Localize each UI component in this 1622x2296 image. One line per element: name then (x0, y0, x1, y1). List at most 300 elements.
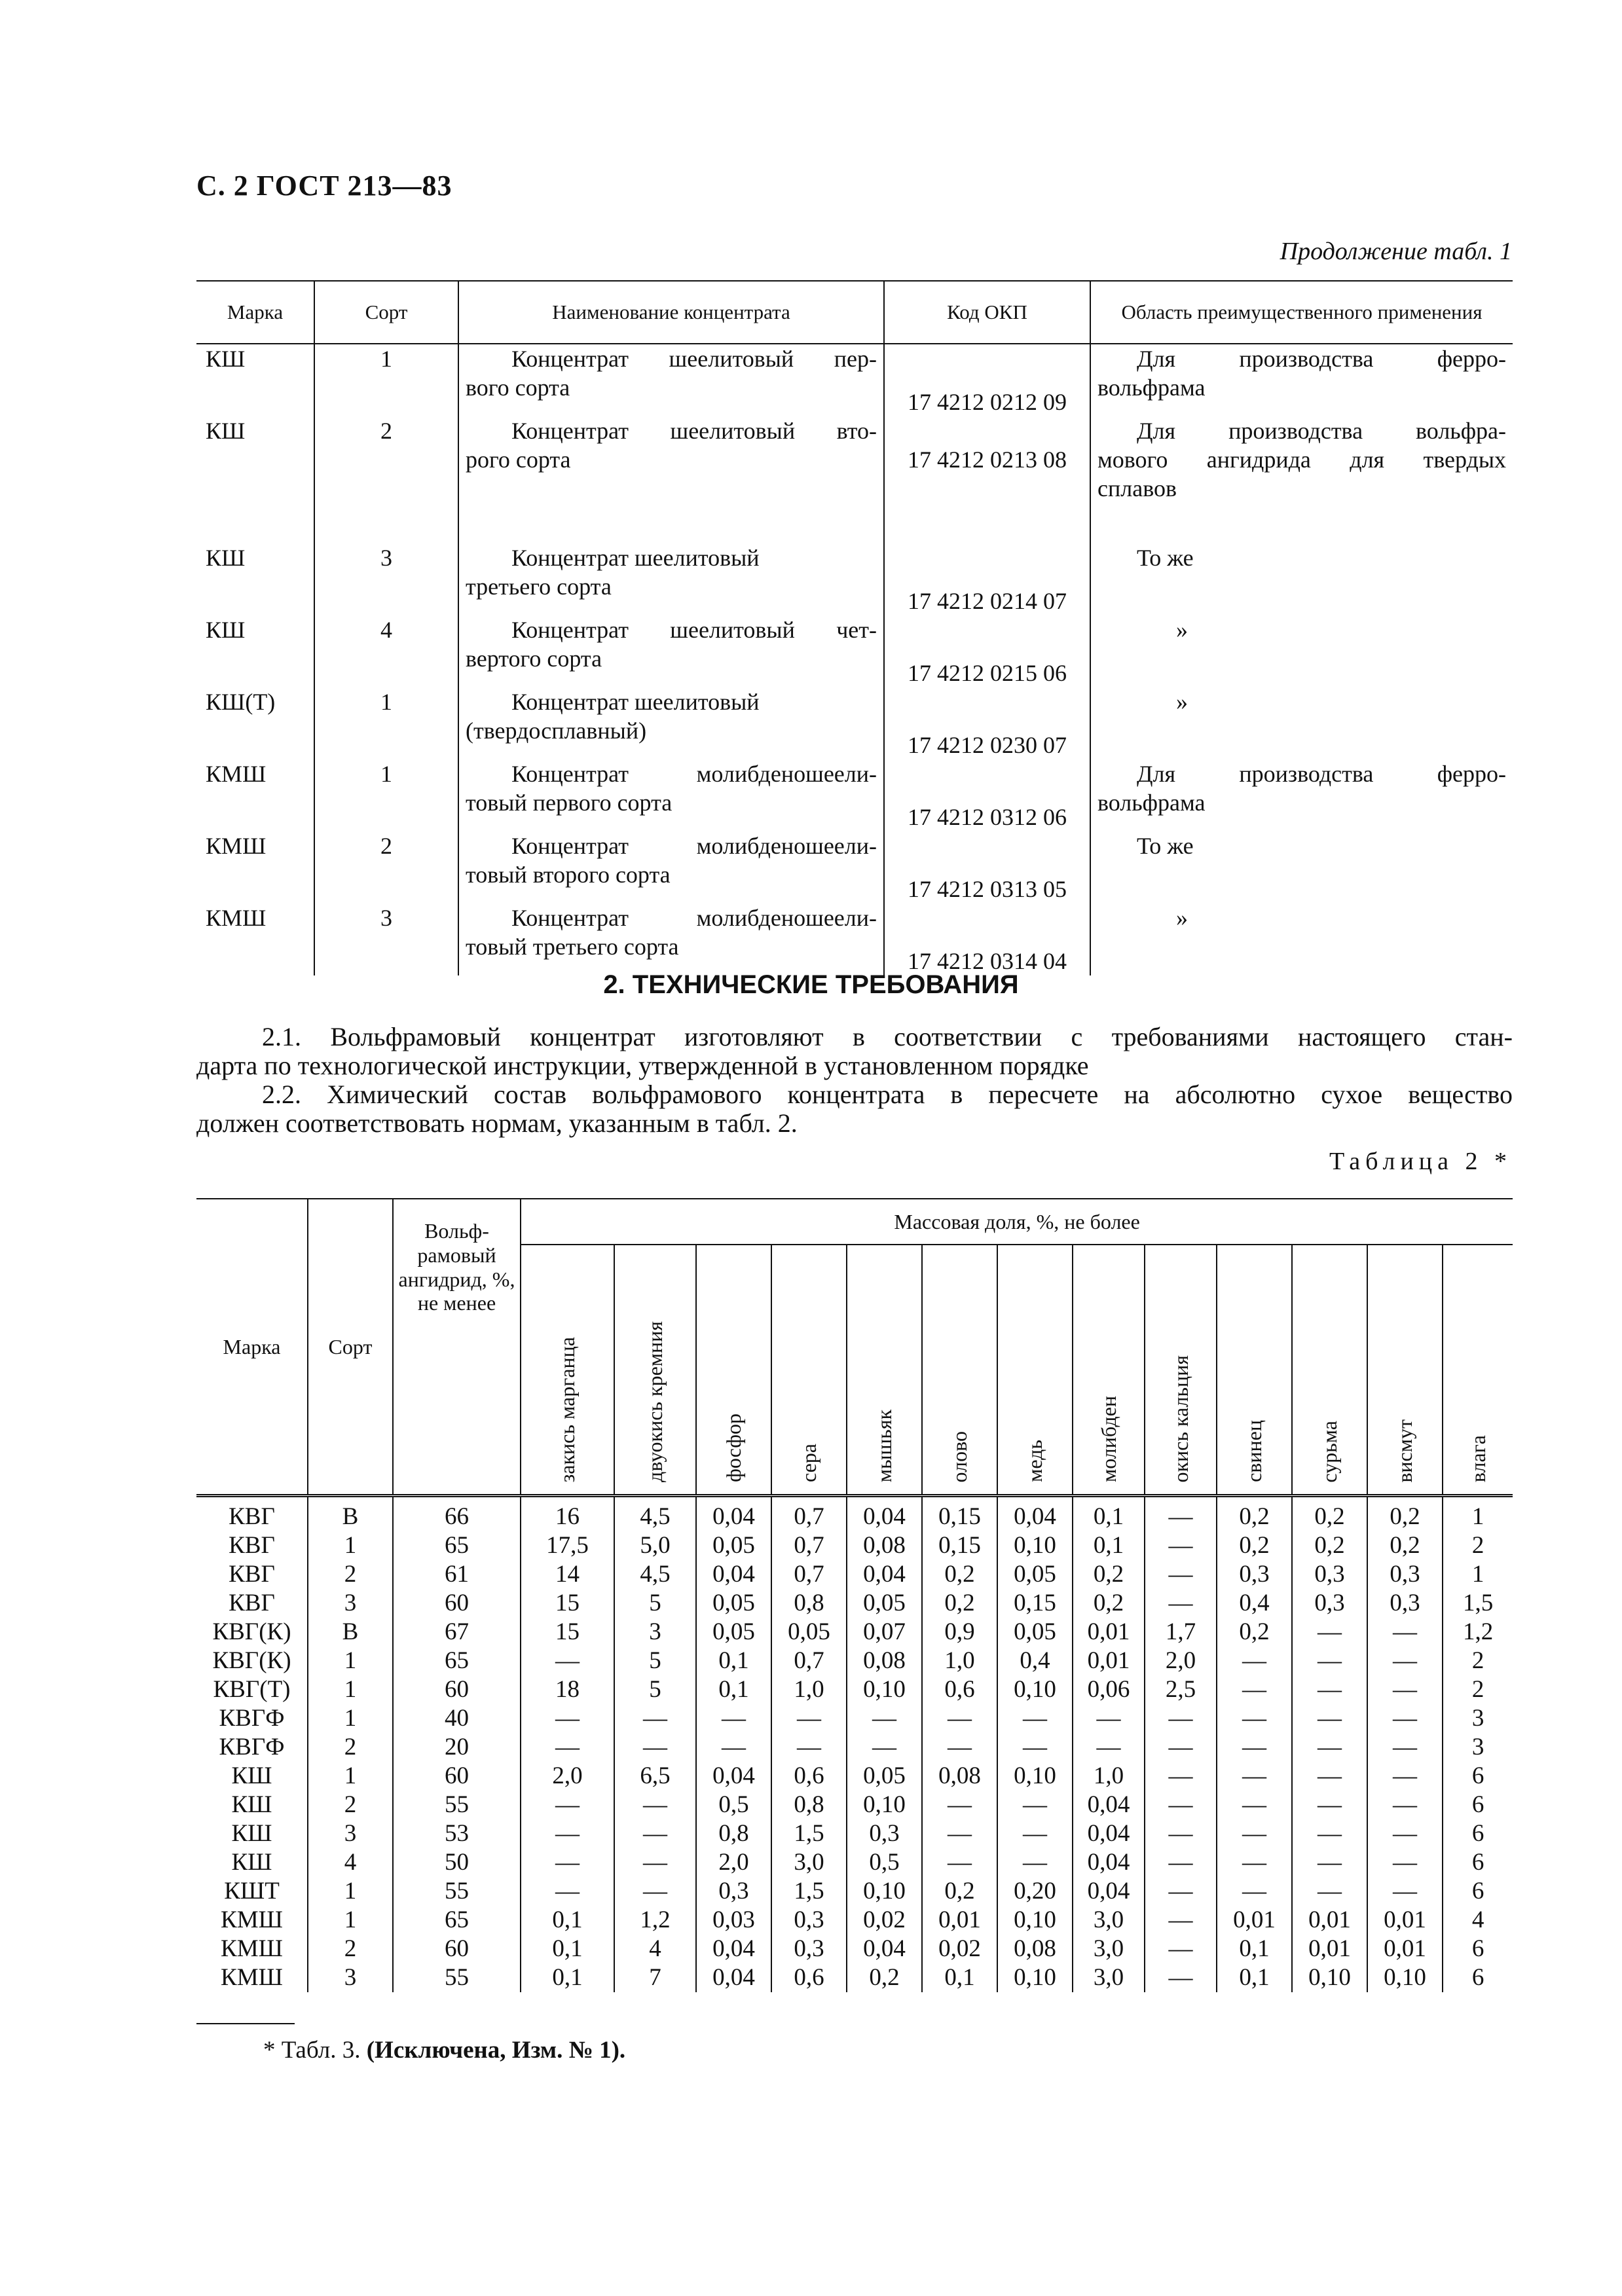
cell-value: 1,2 (614, 1906, 696, 1935)
header-component (922, 1245, 997, 1496)
cell-value: 0,1 (521, 1906, 614, 1935)
table-row (196, 687, 1513, 759)
cell-area (1090, 759, 1513, 831)
cell-value: 3,0 (1073, 1906, 1145, 1935)
area-line: » (1176, 689, 1188, 715)
cell-value: — (1367, 1618, 1443, 1647)
cell-value: 0,5 (696, 1791, 771, 1819)
cell-value: 60 (393, 1935, 521, 1963)
cell-value: 0,01 (1073, 1647, 1145, 1675)
cell-value: — (1217, 1675, 1292, 1704)
cell-value: 0,01 (1367, 1906, 1443, 1935)
cell-value: 1,5 (1443, 1589, 1513, 1618)
cell-value: 0,7 (771, 1647, 847, 1675)
cell-value: 0,20 (997, 1877, 1073, 1906)
paragraph-line: дарта по технологической инструкции, утвержденной в установленном порядке (196, 1051, 1089, 1080)
cell-value: 3 (614, 1618, 696, 1647)
cell-code: 17 4212 0215 06 (884, 615, 1090, 687)
cell-grade: 1 (308, 1647, 393, 1675)
cell-value: — (1145, 1560, 1217, 1589)
cell-mark: КВГ(К) (212, 1618, 291, 1645)
cell-value: 60 (393, 1675, 521, 1704)
component-label: двуокись кремния (643, 1321, 667, 1483)
cell-value: 0,03 (696, 1906, 771, 1935)
cell-value: — (1217, 1877, 1292, 1906)
cell-value: 0,2 (1217, 1496, 1292, 1532)
cell-value: — (1145, 1819, 1217, 1848)
footnote-divider (196, 2023, 295, 2024)
table-row (196, 831, 1513, 903)
table-row (196, 1848, 1513, 1877)
cell-grade: 1 (314, 759, 458, 831)
table-row (196, 1704, 1513, 1733)
cell-value: 0,6 (771, 1762, 847, 1791)
component-label: влага (1465, 1435, 1490, 1483)
table-row (196, 1906, 1513, 1935)
cell-value: 0,01 (1292, 1935, 1367, 1963)
name-line: Концентрат молибденошеели- (511, 905, 877, 931)
cell-value: — (922, 1848, 997, 1877)
cell-value: 2 (1443, 1675, 1513, 1704)
header-component (1443, 1245, 1513, 1496)
cell-value: 0,1 (1217, 1963, 1292, 1992)
cell-value: — (1217, 1819, 1292, 1848)
cell-value: 0,1 (696, 1647, 771, 1675)
header-component (1073, 1245, 1145, 1496)
cell-name (458, 759, 884, 831)
cell-grade: 2 (314, 831, 458, 903)
cell-value: 0,05 (696, 1531, 771, 1560)
table-row (196, 903, 1513, 975)
cell-mark: КВГ (229, 1532, 275, 1559)
cell-value: 0,8 (771, 1589, 847, 1618)
cell-value: 0,15 (922, 1496, 997, 1532)
cell-value: 0,06 (1073, 1675, 1145, 1704)
table-row (196, 1963, 1513, 1992)
cell-value: 1,0 (922, 1647, 997, 1675)
name-line: третьего сорта (466, 574, 612, 600)
header-component (521, 1245, 614, 1496)
cell-value: 0,15 (922, 1531, 997, 1560)
cell-value: 0,10 (847, 1791, 922, 1819)
cell-area (1090, 543, 1513, 615)
cell-value: 0,3 (1367, 1589, 1443, 1618)
cell-value: 0,10 (997, 1675, 1073, 1704)
name-line: Концентрат шеелитовый (511, 545, 760, 571)
name-line: вого сорта (466, 374, 570, 401)
cell-value: 6,5 (614, 1762, 696, 1791)
area-line: мового ангидрида для твердых (1097, 446, 1506, 473)
cell-value: 0,01 (1073, 1618, 1145, 1647)
cell-value: 0,2 (1217, 1531, 1292, 1560)
cell-value: 0,2 (1292, 1531, 1367, 1560)
cell-value: — (614, 1733, 696, 1762)
cell-area (1090, 416, 1513, 543)
component-label: сера (797, 1444, 821, 1483)
cell-value: 40 (393, 1704, 521, 1733)
cell-value: 0,04 (1073, 1848, 1145, 1877)
cell-name (458, 543, 884, 615)
cell-value: — (521, 1791, 614, 1819)
component-label: закись марганца (555, 1336, 580, 1483)
cell-value: 3,0 (1073, 1935, 1145, 1963)
cell-value: — (997, 1819, 1073, 1848)
cell-grade: 2 (308, 1733, 393, 1762)
cell-value: 0,10 (997, 1963, 1073, 1992)
cell-mark: КМШ (221, 1906, 283, 1933)
name-line: Концентрат молибденошеели- (511, 761, 877, 787)
section-title: 2. ТЕХНИЧЕСКИЕ ТРЕБОВАНИЯ (603, 970, 1019, 999)
cell-value: 5 (614, 1647, 696, 1675)
cell-value: — (1367, 1819, 1443, 1848)
cell-value: 0,1 (1073, 1496, 1145, 1532)
header-okp-code: Код ОКП (884, 281, 1090, 344)
table-2-label: Таблица 2 * (1329, 1148, 1512, 1175)
cell-mark: КМШ (206, 833, 267, 859)
cell-value: — (997, 1733, 1073, 1762)
cell-value: — (1145, 1963, 1217, 1992)
footnote-bold-text: (Исключена, Изм. № 1). (366, 2037, 626, 2064)
table-row (196, 1560, 1513, 1589)
header-component (1367, 1245, 1443, 1496)
cell-value: 0,3 (847, 1819, 922, 1848)
component-label: олово (948, 1430, 972, 1483)
component-label: медь (1023, 1440, 1047, 1483)
cell-value: — (1145, 1704, 1217, 1733)
cell-code: 17 4212 0212 09 (884, 344, 1090, 416)
cell-name (458, 831, 884, 903)
cell-value: 0,4 (1217, 1589, 1292, 1618)
cell-grade: 3 (308, 1819, 393, 1848)
cell-value: — (1292, 1762, 1367, 1791)
cell-grade: 1 (308, 1675, 393, 1704)
footnote (263, 2036, 625, 2064)
cell-mark: КШ (206, 617, 246, 643)
cell-value: — (922, 1819, 997, 1848)
cell-value: 53 (393, 1819, 521, 1848)
table-row (196, 344, 1513, 416)
area-line: Для производства ферро- (1137, 346, 1506, 372)
cell-value: — (1145, 1531, 1217, 1560)
cell-grade: 2 (308, 1560, 393, 1589)
cell-mark: КШ (231, 1791, 272, 1818)
cell-value: 0,04 (696, 1963, 771, 1992)
area-line: сплавов (1097, 475, 1177, 501)
area-line: вольфрама (1097, 790, 1206, 816)
table-row (196, 1589, 1513, 1618)
cell-value: 0,15 (997, 1589, 1073, 1618)
cell-value: 6 (1443, 1963, 1513, 1992)
cell-value: 0,02 (922, 1935, 997, 1963)
cell-grade: 1 (308, 1906, 393, 1935)
cell-value: 20 (393, 1733, 521, 1762)
cell-value: — (1292, 1618, 1367, 1647)
cell-value: 0,10 (997, 1531, 1073, 1560)
cell-value: — (1367, 1675, 1443, 1704)
cell-mark: КВГ(К) (212, 1647, 291, 1674)
cell-value: 0,8 (771, 1791, 847, 1819)
cell-grade: 1 (314, 344, 458, 416)
cell-value: 65 (393, 1906, 521, 1935)
cell-value: 0,10 (997, 1762, 1073, 1791)
cell-value: 0,10 (997, 1906, 1073, 1935)
table-row (196, 1791, 1513, 1819)
cell-code: 17 4212 0312 06 (884, 759, 1090, 831)
cell-value: 0,1 (922, 1963, 997, 1992)
cell-value: — (1367, 1704, 1443, 1733)
table-row (196, 1496, 1513, 1532)
cell-code: 17 4212 0314 04 (884, 903, 1090, 975)
area-line: То же (1137, 833, 1194, 859)
cell-value: 0,3 (771, 1906, 847, 1935)
cell-value: 0,05 (847, 1589, 922, 1618)
cell-value: — (997, 1704, 1073, 1733)
cell-grade: 4 (308, 1848, 393, 1877)
cell-value: 0,04 (847, 1496, 922, 1532)
cell-grade: В (308, 1618, 393, 1647)
cell-grade: 1 (308, 1877, 393, 1906)
cell-mark: КВГ(Т) (213, 1676, 291, 1703)
cell-value: 0,2 (1073, 1560, 1145, 1589)
cell-value: 1,0 (1073, 1762, 1145, 1791)
cell-mark: КМШ (206, 905, 267, 931)
cell-value: 0,10 (1292, 1963, 1367, 1992)
cell-value: 55 (393, 1791, 521, 1819)
cell-value: — (1292, 1848, 1367, 1877)
cell-grade: 1 (314, 687, 458, 759)
cell-name (458, 903, 884, 975)
cell-value: 0,6 (771, 1963, 847, 1992)
cell-value: — (847, 1733, 922, 1762)
header-mass-fraction: Массовая доля, %, не более (521, 1199, 1513, 1245)
cell-value: 0,08 (847, 1647, 922, 1675)
cell-mark: КШ (206, 545, 246, 571)
cell-value: 6 (1443, 1791, 1513, 1819)
cell-value: 65 (393, 1647, 521, 1675)
header-component (1217, 1245, 1292, 1496)
cell-value: 6 (1443, 1762, 1513, 1791)
header-mark: Марка (196, 281, 314, 344)
cell-value: 0,1 (1217, 1935, 1292, 1963)
cell-value: 7 (614, 1963, 696, 1992)
cell-value: 0,05 (847, 1762, 922, 1791)
cell-value: — (1217, 1762, 1292, 1791)
cell-value: 0,01 (1367, 1935, 1443, 1963)
cell-value: 3,0 (1073, 1963, 1145, 1992)
cell-value: 0,04 (1073, 1877, 1145, 1906)
cell-area (1090, 831, 1513, 903)
cell-value: 0,04 (997, 1496, 1073, 1532)
cell-mark: КВГФ (219, 1705, 285, 1732)
header-component (771, 1245, 847, 1496)
cell-value: — (1367, 1877, 1443, 1906)
name-line: рого сорта (466, 446, 571, 473)
component-label: молибден (1096, 1396, 1120, 1483)
table-row (196, 1618, 1513, 1647)
cell-value: — (1073, 1704, 1145, 1733)
cell-value: 1,0 (771, 1675, 847, 1704)
cell-value: 0,04 (696, 1560, 771, 1589)
cell-value: 0,3 (1292, 1589, 1367, 1618)
cell-value: 0,3 (771, 1935, 847, 1963)
cell-value: — (771, 1704, 847, 1733)
cell-value: 4,5 (614, 1560, 696, 1589)
cell-value: — (1145, 1733, 1217, 1762)
cell-value: — (1367, 1762, 1443, 1791)
header-component (1292, 1245, 1367, 1496)
cell-value: 0,1 (521, 1935, 614, 1963)
cell-value: 1 (1443, 1560, 1513, 1589)
cell-name (458, 416, 884, 543)
table-row (196, 1935, 1513, 1963)
name-line: Концентрат шеелитовый пер- (511, 346, 877, 372)
cell-mark: КМШ (221, 1964, 283, 1991)
header-grade: Сорт (314, 281, 458, 344)
paragraph-line: должен соответствовать нормам, указанным в табл. 2. (196, 1108, 798, 1138)
cell-value: 2,0 (696, 1848, 771, 1877)
cell-value: 0,2 (922, 1560, 997, 1589)
cell-value: — (1292, 1675, 1367, 1704)
cell-value: — (1292, 1704, 1367, 1733)
cell-value: 0,08 (847, 1531, 922, 1560)
cell-value: 0,2 (1367, 1496, 1443, 1532)
cell-value: 6 (1443, 1935, 1513, 1963)
cell-value: 0,04 (696, 1762, 771, 1791)
name-line: Концентрат шеелитовый чет- (511, 617, 877, 643)
cell-value: 0,2 (922, 1589, 997, 1618)
cell-value: — (1145, 1906, 1217, 1935)
cell-value: 17,5 (521, 1531, 614, 1560)
cell-value: — (997, 1848, 1073, 1877)
table-1 (196, 280, 1513, 975)
cell-value: 0,05 (997, 1618, 1073, 1647)
cell-value: — (1145, 1791, 1217, 1819)
cell-grade: 2 (308, 1935, 393, 1963)
cell-grade: 1 (308, 1704, 393, 1733)
cell-mark: КШ(Т) (206, 689, 276, 715)
name-line: Концентрат молибденошеели- (511, 833, 877, 859)
cell-grade: 3 (314, 903, 458, 975)
page-header: С. 2 ГОСТ 213—83 (196, 170, 452, 202)
name-line: вертого сорта (466, 646, 602, 672)
cell-value: 6 (1443, 1877, 1513, 1906)
cell-value: 3,0 (771, 1848, 847, 1877)
cell-value: 2 (1443, 1531, 1513, 1560)
paragraph-2-2 (196, 1080, 1513, 1138)
cell-code: 17 4212 0230 07 (884, 687, 1090, 759)
cell-value: 66 (393, 1496, 521, 1532)
header-component (614, 1245, 696, 1496)
cell-value: 60 (393, 1589, 521, 1618)
component-label: мышьяк (872, 1409, 896, 1483)
cell-value: 5 (614, 1589, 696, 1618)
cell-value: 2 (1443, 1647, 1513, 1675)
cell-grade: 1 (308, 1762, 393, 1791)
cell-value: 0,2 (847, 1963, 922, 1992)
component-label: свинец (1242, 1420, 1266, 1483)
cell-value: — (1292, 1877, 1367, 1906)
cell-value: 0,02 (847, 1906, 922, 1935)
cell-grade: 3 (308, 1589, 393, 1618)
cell-value: — (521, 1848, 614, 1877)
component-label: висмут (1393, 1419, 1417, 1483)
name-line: Концентрат шеелитовый вто- (511, 418, 877, 444)
cell-value: 0,2 (1073, 1589, 1145, 1618)
footnote-text: * Табл. 3. (263, 2037, 361, 2064)
cell-value: — (696, 1704, 771, 1733)
cell-value: 1,2 (1443, 1618, 1513, 1647)
cell-value: 0,2 (1217, 1618, 1292, 1647)
cell-value: 0,1 (1073, 1531, 1145, 1560)
paragraph-line: 2.1. Вольфрамовый концентрат изготовляют в соответствии с требованиями настоящего стан- (262, 1022, 1513, 1051)
table-row (196, 1762, 1513, 1791)
cell-value: 3 (1443, 1704, 1513, 1733)
cell-value: — (1367, 1791, 1443, 1819)
cell-value: — (696, 1733, 771, 1762)
cell-value: 50 (393, 1848, 521, 1877)
cell-value: 0,04 (1073, 1791, 1145, 1819)
cell-grade: 3 (308, 1963, 393, 1992)
cell-value: — (1292, 1791, 1367, 1819)
cell-value: 0,10 (847, 1675, 922, 1704)
table-row (196, 759, 1513, 831)
cell-code: 17 4212 0213 08 (884, 416, 1090, 543)
cell-value: 0,6 (922, 1675, 997, 1704)
name-line: товый второго сорта (466, 862, 671, 888)
cell-value: 60 (393, 1762, 521, 1791)
cell-value: — (1145, 1935, 1217, 1963)
cell-code: 17 4212 0214 07 (884, 543, 1090, 615)
cell-value: — (1367, 1848, 1443, 1877)
cell-value: — (1292, 1819, 1367, 1848)
cell-mark: КМШ (221, 1935, 283, 1962)
cell-value: 2,0 (1145, 1647, 1217, 1675)
cell-value: — (521, 1877, 614, 1906)
cell-value: 16 (521, 1496, 614, 1532)
cell-value: 0,5 (847, 1848, 922, 1877)
cell-value: — (1292, 1733, 1367, 1762)
cell-value: 4,5 (614, 1496, 696, 1532)
cell-value: 0,05 (997, 1560, 1073, 1589)
cell-value: — (521, 1733, 614, 1762)
cell-value: 15 (521, 1589, 614, 1618)
cell-value: 0,10 (847, 1877, 922, 1906)
cell-value: — (614, 1704, 696, 1733)
header-grade: Сорт (308, 1199, 393, 1496)
name-line: (твердосплавный) (466, 718, 647, 744)
cell-value: 4 (614, 1935, 696, 1963)
cell-value: 55 (393, 1877, 521, 1906)
cell-value: 0,3 (1217, 1560, 1292, 1589)
cell-value: 0,1 (521, 1963, 614, 1992)
header-mark: Марка (196, 1199, 308, 1496)
table-row (196, 416, 1513, 543)
cell-code: 17 4212 0313 05 (884, 831, 1090, 903)
cell-value: 0,01 (922, 1906, 997, 1935)
header-component (997, 1245, 1073, 1496)
cell-value: 0,7 (771, 1560, 847, 1589)
table-continuation-label: Продолжение табл. 1 (1280, 238, 1512, 265)
cell-value: — (614, 1819, 696, 1848)
cell-area (1090, 344, 1513, 416)
cell-value: 5,0 (614, 1531, 696, 1560)
table-row (196, 1877, 1513, 1906)
cell-value: 3 (1443, 1733, 1513, 1762)
header-concentrate-name: Наименование концентрата (458, 281, 884, 344)
header-component (847, 1245, 922, 1496)
cell-value: 61 (393, 1560, 521, 1589)
area-line: Для производства вольфра- (1137, 418, 1506, 444)
